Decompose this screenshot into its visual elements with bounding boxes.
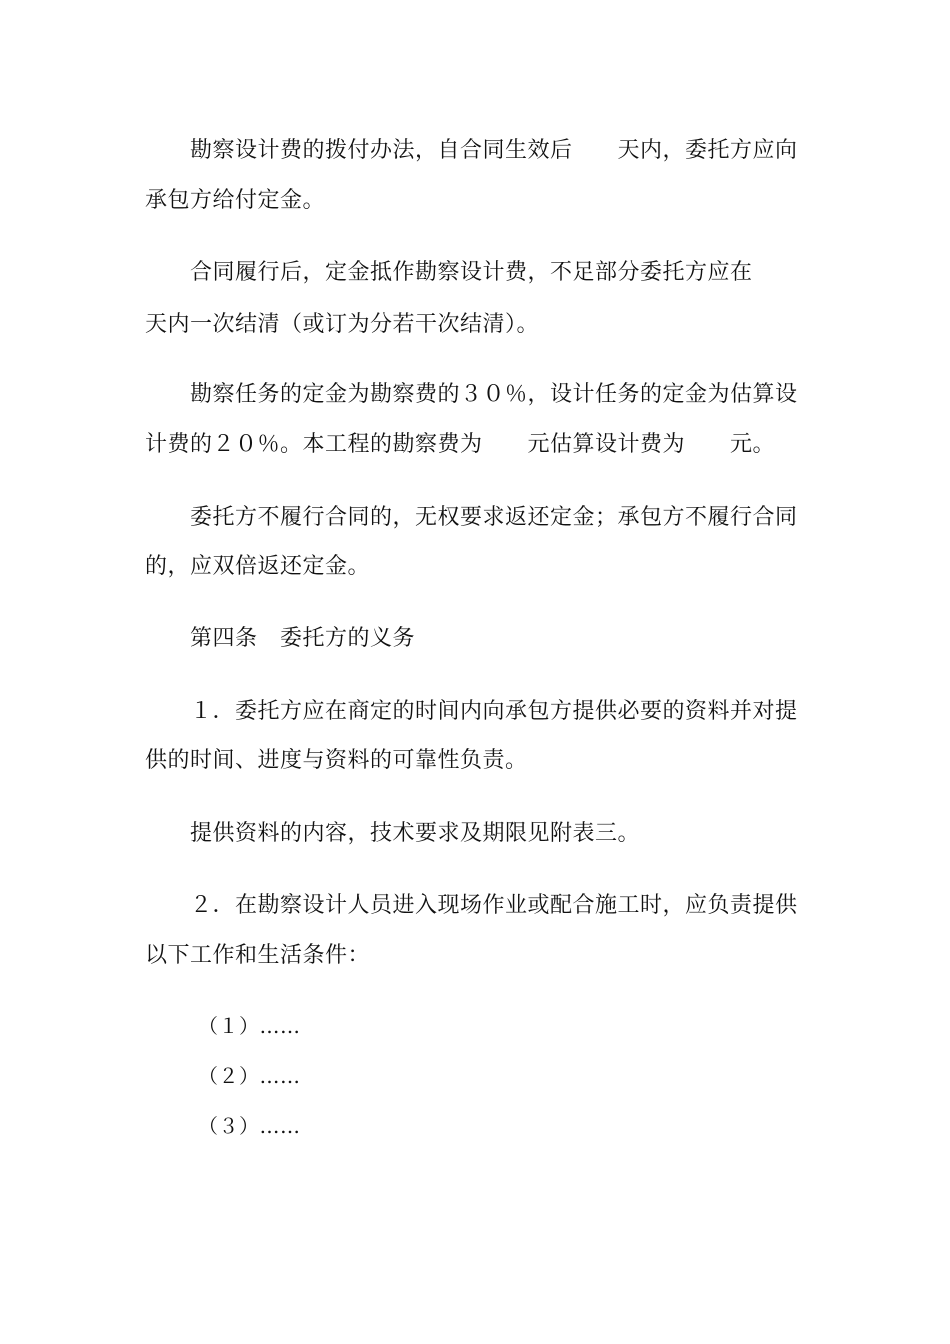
list-item: （１）…… [198,1014,301,1038]
materials-note: 提供资料的内容，技术要求及期限见附表三。 [190,821,641,846]
obligation2-line2: 以下工作和生活条件： [145,943,371,968]
paragraph-deposit-payment-line1: 勘察设计费的拨付办法，自合同生效后 天内，委托方应向 [190,138,798,163]
paragraph-deposit-rate-line1: 勘察任务的定金为勘察费的３０％，设计任务的定金为估算设 [190,382,798,407]
paragraph-deposit-breach-line2: 的，应双倍返还定金。 [145,554,371,579]
paragraph-deposit-rate-line2: 计费的２０％。本工程的勘察费为 元估算设计费为 元。 [145,432,776,457]
paragraph-deposit-breach-line1: 委托方不履行合同的，无权要求返还定金；承包方不履行合同 [190,505,798,530]
list-item: （２）…… [198,1064,301,1088]
article-heading: 第四条 委托方的义务 [190,626,416,651]
obligation2-line1: ２．在勘察设计人员进入现场作业或配合施工时，应负责提供 [190,893,798,918]
paragraph-deposit-payment-line2: 承包方给付定金。 [145,188,326,213]
paragraph-deposit-offset-line1: 合同履行后，定金抵作勘察设计费，不足部分委托方应在 [190,260,753,285]
obligation1-line2: 供的时间、进度与资料的可靠性负责。 [145,748,528,773]
list-item: （３）…… [198,1114,301,1138]
paragraph-deposit-offset-line2: 天内一次结清（或订为分若干次结清）。 [145,312,540,337]
obligation1-line1: １．委托方应在商定的时间内向承包方提供必要的资料并对提 [190,699,798,724]
